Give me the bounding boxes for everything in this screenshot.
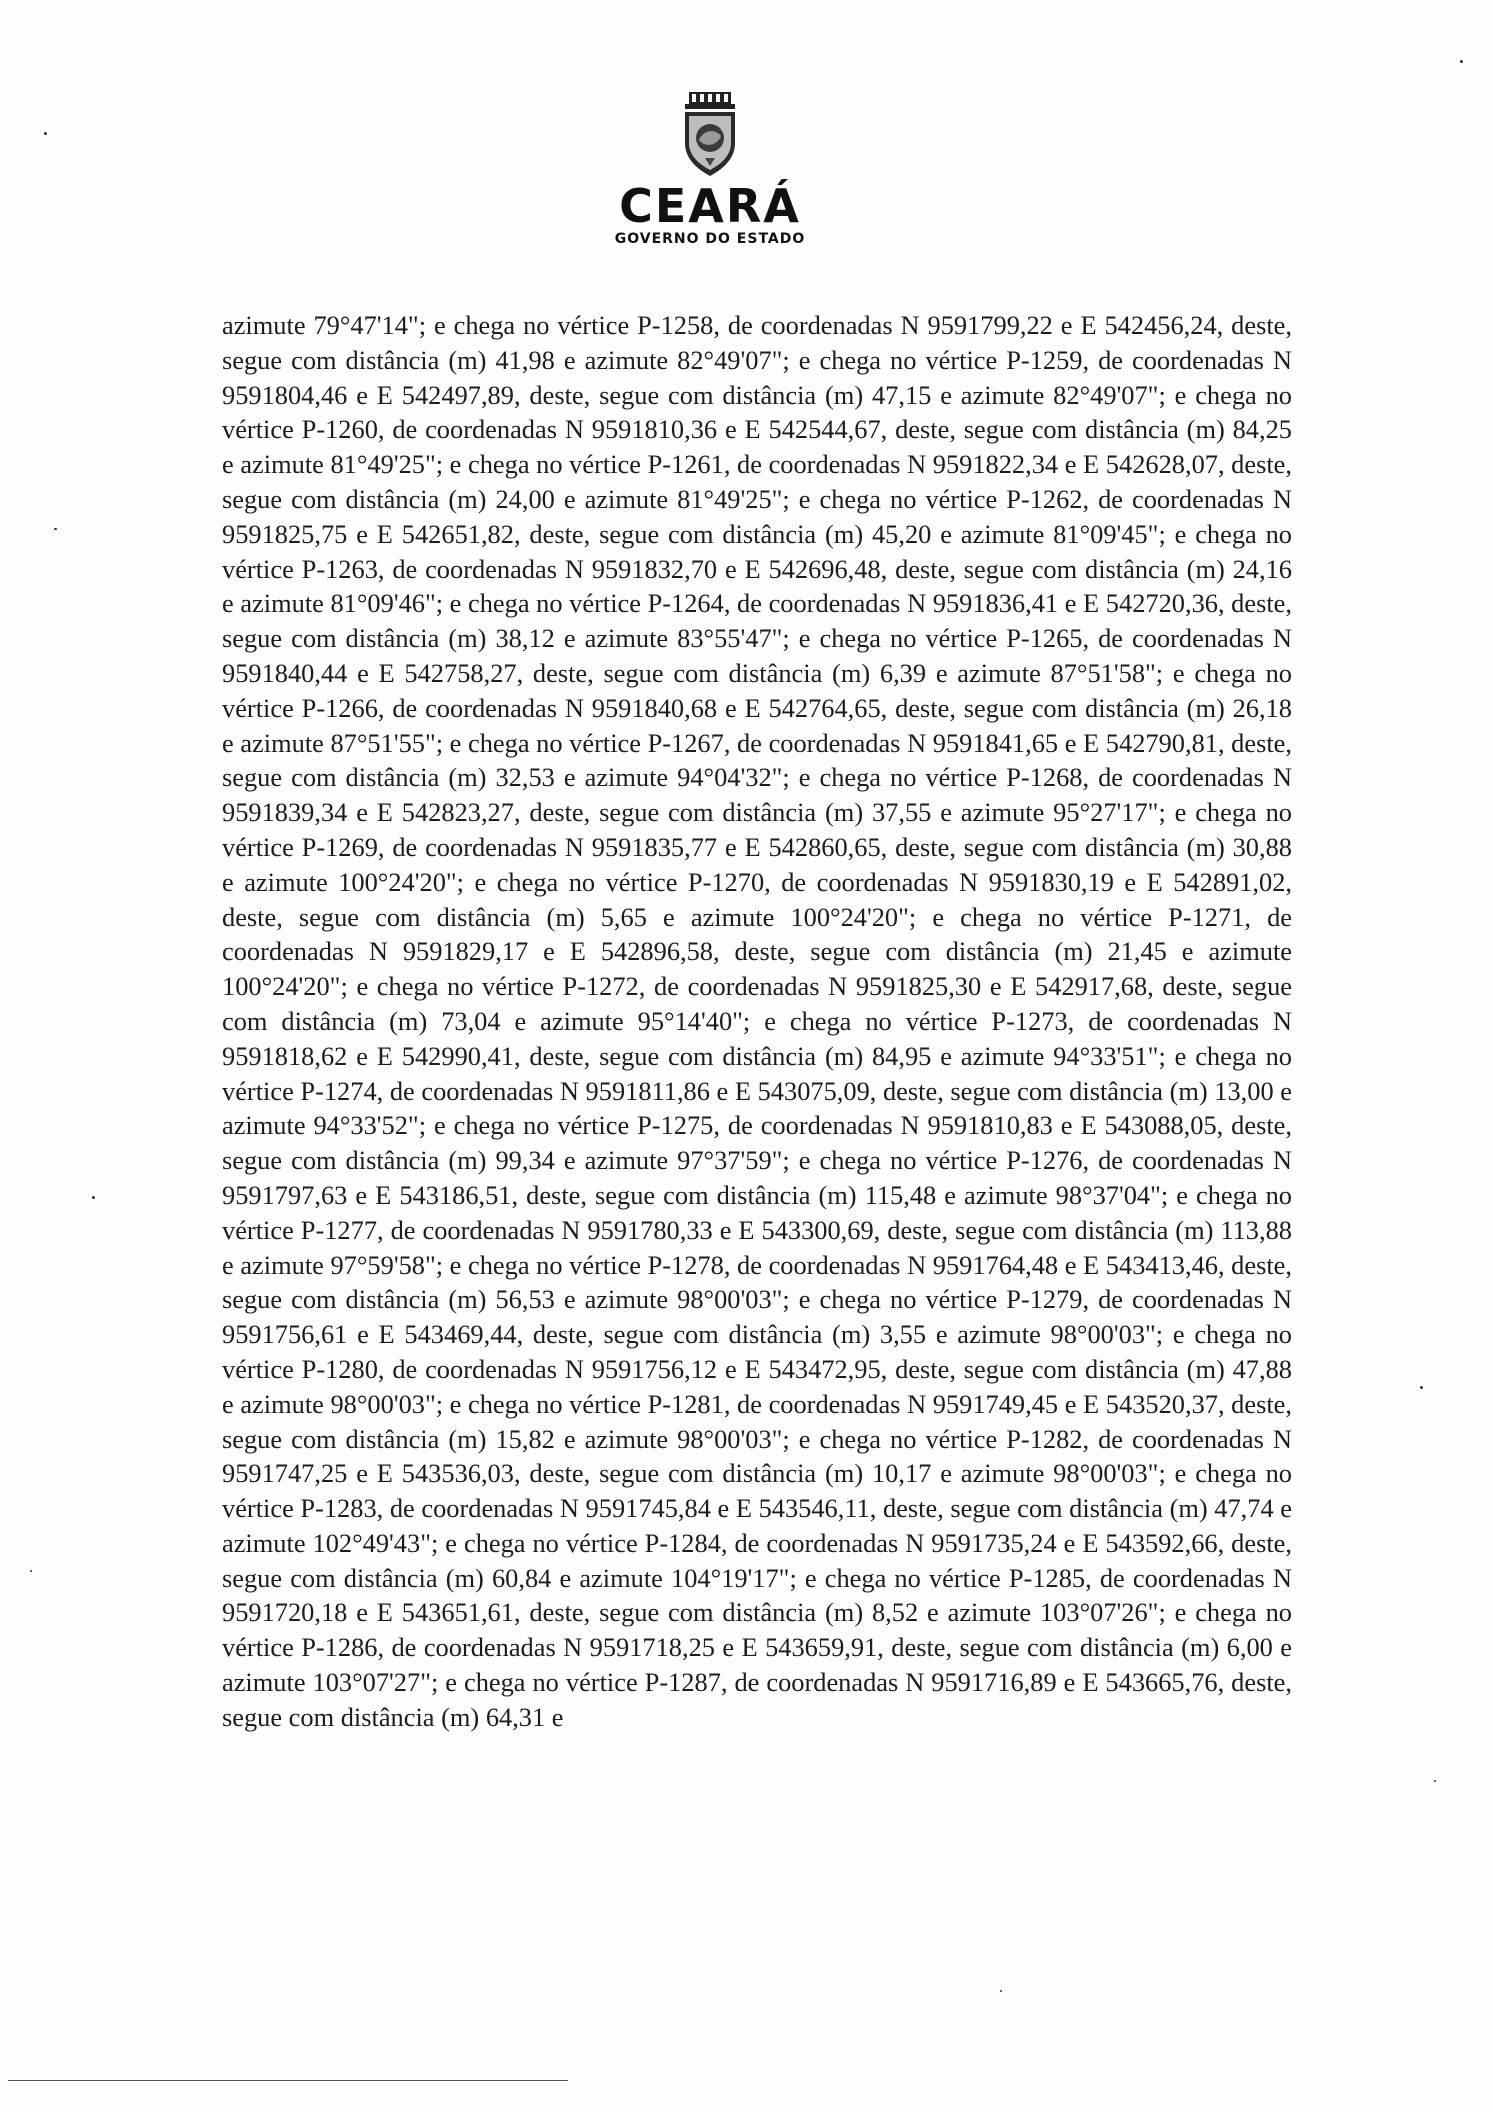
scan-speck [54, 528, 57, 530]
scan-speck [1420, 1386, 1423, 1389]
scan-speck [92, 1196, 95, 1199]
boundary-description-paragraph: azimute 79°47'14"; e chega no vértice P-1258, de coordenadas N 9591799,22 e E 542456,24, deste, segue com distância (m) 41,98 e azimute 82°49'07"; e chega no vértice P-1259, de coordenadas N 9591804,46 e E 542497,89, deste, segue com distância (m) 47,15 e azimute 82°49'07"; e chega no vértice P-1260, de coordenadas N 9591810,36 e E 542544,67, deste, segue com distância (m) 84,25 e azimute 81°49'25"; e chega no vértice P-1261, de coordenadas N 9591822,34 e E 542628,07, deste, segue com distância (m) 24,00 e azimute 81°49'25"; e chega no vértice P-1262, de coordenadas N 9591825,75 e E 542651,82, deste, segue com distância (m) 45,20 e azimute 81°09'45"; e chega no vértice P-1263, de coordenadas N 9591832,70 e E 542696,48, deste, segue com distância (m) 24,16 e azimute 81°09'46"; e chega no vértice P-1264, de coordenadas N 9591836,41 e E 542720,36, deste, segue com distância (m) 38,12 e azimute 83°55'47"; e chega no vértice P-1265, de coordenadas N 9591840,44 e E 542758,27, deste, segue com distância (m) 6,39 e azimute 87°51'58"; e chega no vértice P-1266, de coordenadas N 9591840,68 e E 542764,65, deste, segue com distância (m) 26,18 e azimute 87°51'55"; e chega no vértice P-1267, de coordenadas N 9591841,65 e E 542790,81, deste, segue com distância (m) 32,53 e azimute 94°04'32"; e chega no vértice P-1268, de coordenadas N 9591839,34 e E 542823,27, deste, segue com distância (m) 37,55 e azimute 95°27'17"; e chega no vértice P-1269, de coordenadas N 9591835,77 e E 542860,65, deste, segue com distância (m) 30,88 e azimute 100°24'20"; e chega no vértice P-1270, de coordenadas N 9591830,19 e E 542891,02, deste, segue com distância (m) 5,65 e azimute 100°24'20"; e chega no vértice P-1271, de coordenadas N 9591829,17 e E 542896,58, deste, segue com distância (m) 21,45 e azimute 100°24'20"; e chega no vértice P-1272, de coordenadas N 9591825,30 e E 542917,68, deste, segue com distância (m) 73,04 e azimute 95°14'40"; e chega no vértice P-1273, de coordenadas N 9591818,62 e E 542990,41, deste, segue com distância (m) 84,95 e azimute 94°33'51"; e chega no vértice P-1274, de coordenadas N 9591811,86 e E 543075,09, deste, segue com distância (m) 13,00 e azimute 94°33'52"; e chega no vértice P-1275, de coordenadas N 9591810,83 e E 543088,05, deste, segue com distância (m) 99,34 e azimute 97°37'59"; e chega no vértice P-1276, de coordenadas N 9591797,63 e E 543186,51, deste, segue com distância (m) 115,48 e azimute 98°37'04"; e chega no vértice P-1277, de coordenadas N 9591780,33 e E 543300,69, deste, segue com distância (m) 113,88 e azimute 97°59'58"; e chega no vértice P-1278, de coordenadas N 9591764,48 e E 543413,46, deste, segue com distância (m) 56,53 e azimute 98°00'03"; e chega no vértice P-1279, de coordenadas N 9591756,61 e E 543469,44, deste, segue com distância (m) 3,55 e azimute 98°00'03"; e chega no vértice P-1280, de coordenadas N 9591756,12 e E 543472,95, deste, segue com distância (m) 47,88 e azimute 98°00'03"; e chega no vértice P-1281, de coordenadas N 9591749,45 e E 543520,37, deste, segue com distância (m) 15,82 e azimute 98°00'03"; e chega no vértice P-1282, de coordenadas N 9591747,25 e E 543536,03, deste, segue com distância (m) 10,17 e azimute 98°00'03"; e chega no vértice P-1283, de coordenadas N 9591745,84 e E 543546,11, deste, segue com distância (m) 47,74 e azimute 102°49'43"; e chega no vértice P-1284, de coordenadas N 9591735,24 e E 543592,66, deste, segue com distância (m) 60,84 e azimute 104°19'17"; e chega no vértice P-1285, de coordenadas N 9591720,18 e E 543651,61, deste, segue com distância (m) 8,52 e azimute 103°07'26"; e chega no vértice P-1286, de coordenadas N 9591718,25 e E 543659,91, deste, segue com distância (m) 6,00 e azimute 103°07'27"; e chega no vértice P-1287, de coordenadas N 9591716,89 e E 543665,76, deste, segue com distância (m) 64,31 e [222, 310, 1292, 1732]
ceara-coat-of-arms-icon [675, 88, 745, 180]
scan-speck [1460, 60, 1463, 63]
state-name: CEARÁ [619, 179, 801, 233]
footer-rule [8, 2080, 568, 2081]
scan-speck [44, 132, 47, 135]
document-body [222, 308, 1292, 1735]
scan-speck [1000, 1990, 1002, 1992]
scan-speck [30, 1570, 32, 1572]
letterhead [560, 88, 860, 248]
state-subtitle: GOVERNO DO ESTADO [614, 231, 806, 247]
scan-speck [1434, 1780, 1436, 1782]
